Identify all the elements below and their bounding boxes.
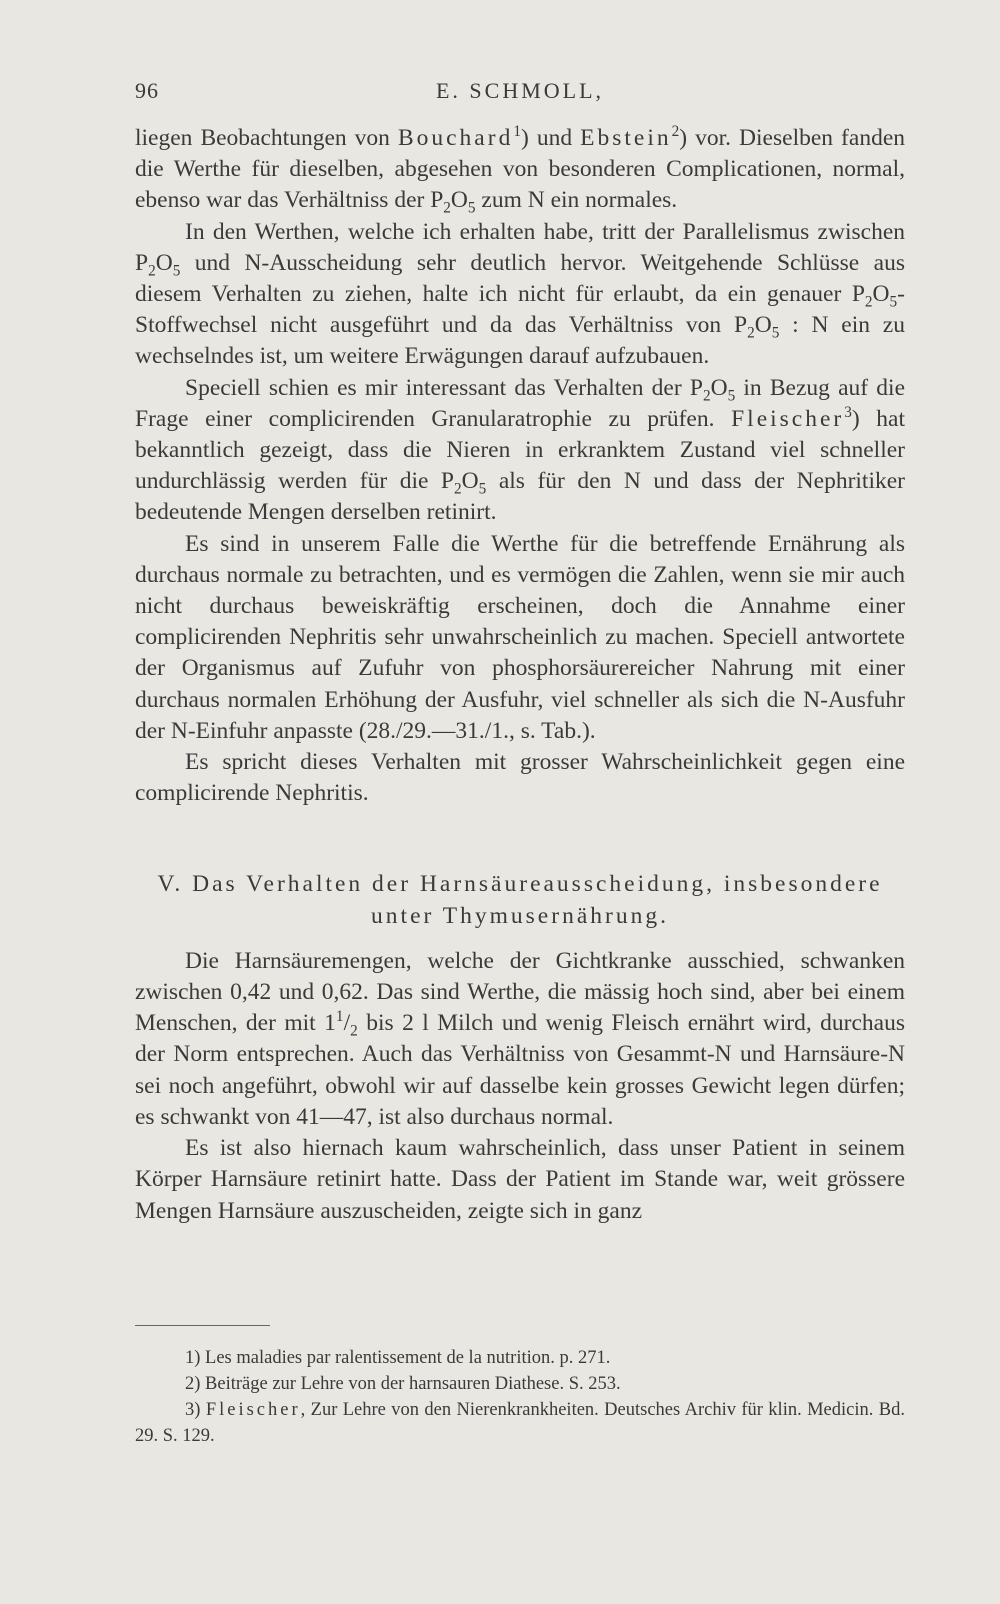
section-heading-line-2: unter Thymusernährung.	[371, 902, 669, 929]
paragraph-1: liegen Beobachtungen von Bouchard$^1$) und Ebstein$^2$) vor. Dieselben fanden die Werthe für dieselben, abgesehen von besonderen Complicationen, normal, ebenso war das Verhältniss der $P_2O_5$ zum N ein normales.	[135, 123, 905, 218]
page-header	[135, 70, 905, 110]
author-name: Fleischer	[731, 405, 845, 432]
footnote-2: 2) Beiträge zur Lehre von der harnsauren Diathese. S. 253.	[185, 1374, 621, 1394]
paragraph-4: Es sind in unserem Falle die Werthe für die betreffende Ernährung als durchaus normale zu betrachten, und es vermögen die Zahlen, wenn sie mir auch nicht durchaus beweiskräftig erscheinen, doch die Annahme einer complicirenden Nephritis sehr unwahrscheinlich zu machen. Speciell antwortete der Organismus auf Zufuhr von phosphorsäurereicher Nahrung mit einer durchaus normalen Erhöhung der Ausfuhr, viel schneller als sich die N-Ausfuhr der N-Einfuhr anpasste (28./29.—31./1., s. Tab.).	[135, 530, 905, 744]
running-head: E. SCHMOLL,	[435, 78, 605, 103]
footnote-ref: 2	[671, 123, 680, 141]
paragraph-5: Es spricht dieses Verhalten mit grosser Wahrscheinlichkeit gegen eine complicirende Nephritis.	[135, 749, 905, 807]
paragraph-2: In den Werthen, welche ich erhalten habe, tritt der Parallelismus zwischen $P_2O_5$ und N-Ausscheidung sehr deutlich hervor. Weitgehende Schlüsse aus diesem Verhalten zu ziehen, halte ich nicht für erlaubt, da ein genauer $P_2O_5$-Stoffwechsel nicht ausgeführt und da das Verhältniss von $P_2O_5$ : N ein zu wechselndes ist, um weitere Erwägungen darauf aufzubauen.	[135, 218, 905, 370]
author-name: Bouchard	[397, 125, 514, 151]
main-text	[135, 123, 905, 1227]
paragraph-7: Es ist also hiernach kaum wahrscheinlich, dass unser Patient in seinem Körper Harnsäure retinirt hatte. Dass der Patient im Stande war, weit grössere Mengen Harnsäure auszuscheiden, zeigte sich in ganz	[135, 1135, 905, 1224]
section-heading	[135, 869, 905, 931]
author-name: Fleischer	[205, 1400, 301, 1420]
section-heading-line-1: V. Das Verhalten der Harnsäureausscheidung, insbesondere	[157, 871, 883, 898]
page-number: 96	[135, 78, 159, 103]
footnote-ref: 3	[844, 404, 852, 421]
author-name: Ebstein	[580, 125, 672, 151]
footnote-ref: 1	[513, 123, 521, 141]
footnote-divider	[135, 1325, 270, 1326]
footnotes	[135, 1345, 905, 1449]
paragraph-6: Die Harnsäuremengen, welche der Gichtkranke ausschied, schwanken zwischen 0,42 und 0,62. Das sind Werthe, die mässig hoch sind, aber bei einem Menschen, der mit $1^1/_2$ bis 2 l Milch und wenig Fleisch ernährt wird, durchaus der Norm entsprechen. Auch das Verhältniss von Gesammt-N und Harnsäure-N sei noch angeführt, obwohl wir auf dasselbe kein grosses Gewicht legen dürfen; es schwankt von 41—47, ist also durchaus normal.	[135, 947, 905, 1130]
footnote-3: 3) Fleischer, Zur Lehre von den Nierenkrankheiten. Deutsches Archiv für klin. Medicin. Bd. 29. S. 129.	[135, 1400, 905, 1446]
footnote-1: 1) Les maladies par ralentissement de la nutrition. p. 271.	[185, 1348, 611, 1368]
paragraph-3: Speciell schien es mir interessant das Verhalten der $P_2O_5$ in Bezug auf die Frage einer complicirenden Granularatrophie zu prüfen. Fleischer$^3$) hat bekanntlich gezeigt, dass die Nieren in erkranktem Zustand viel schneller undurchlässig werden für die $P_2O_5$ als für den N und dass der Nephritiker bedeutende Mengen derselben retinirt.	[135, 374, 906, 526]
